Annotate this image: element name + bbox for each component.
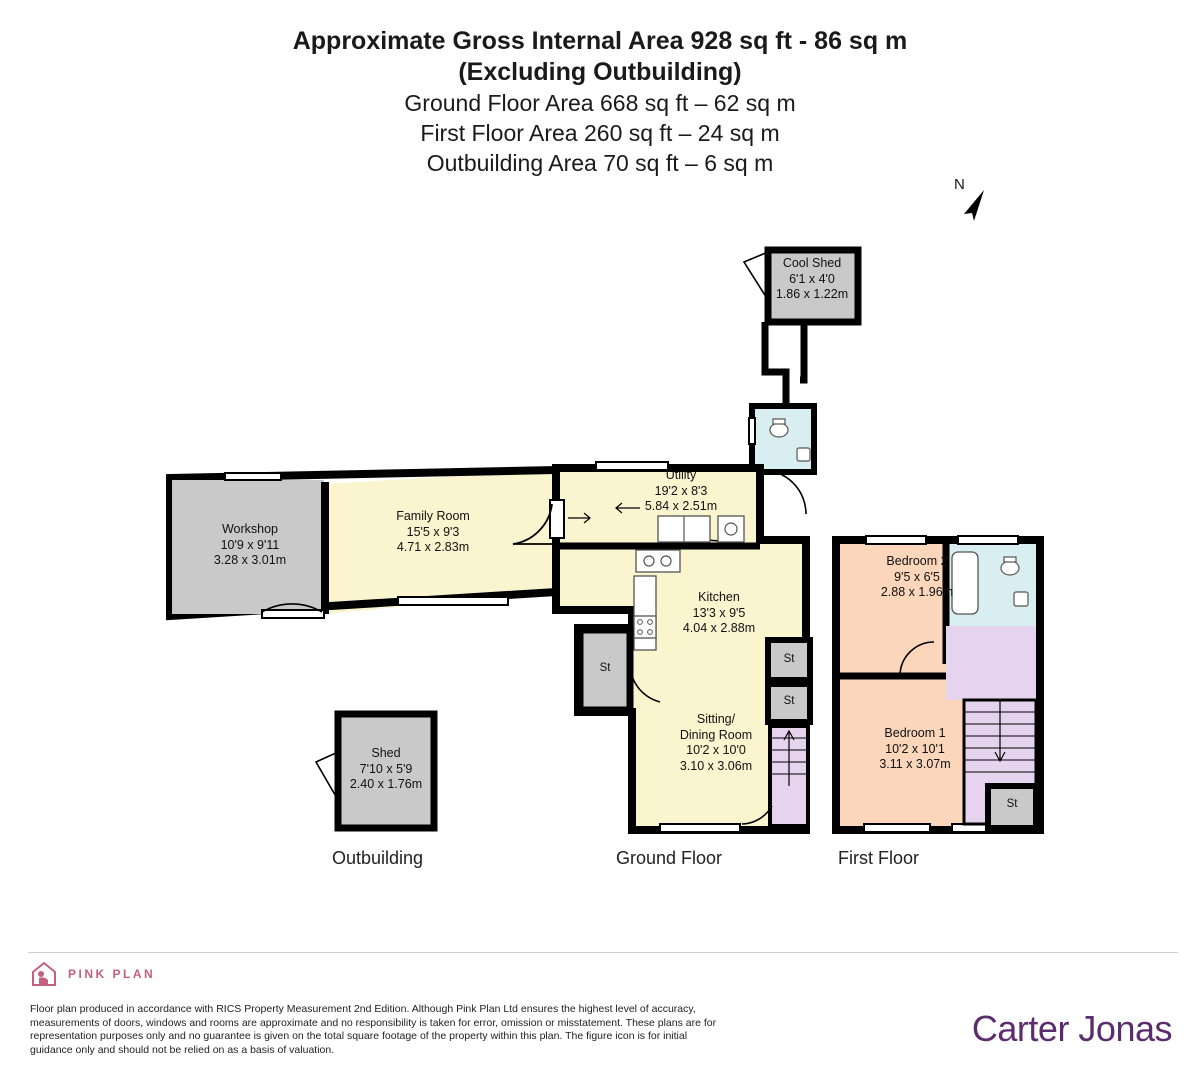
storage-label-3: St: [783, 695, 795, 707]
title-first-area: First Floor Area 260 sq ft – 24 sq m: [420, 120, 780, 146]
compass: [950, 176, 1010, 230]
agent-logo: Carter Jonas: [971, 1008, 1172, 1049]
storage-label-4: St: [1006, 798, 1018, 810]
family-room-openings: [398, 597, 508, 605]
room-label-kitchen: Kitchen 13'3 x 9'5 4.04 x 2.88m: [682, 590, 756, 635]
compass-north-label: N: [954, 176, 965, 193]
storage-label-1: St: [599, 662, 611, 674]
room-label-family-room: Family Room 15'5 x 9'3 4.71 x 2.83m: [396, 509, 470, 554]
pink-plan-logo-text: PINK PLAN: [68, 967, 156, 981]
room-label-sitting-dining: Sitting/ Dining Room 10'2 x 10'0 3.10 x 3.06m: [679, 712, 753, 773]
utility-fittings: [658, 516, 744, 542]
room-label-utility: Utility 19'2 x 8'3 5.84 x 2.51m: [644, 468, 718, 513]
room-label-cool-shed: Cool Shed 6'1 x 4'0 1.86 x 1.22m: [775, 256, 849, 301]
room-wc: [749, 406, 814, 472]
room-label-shed: Shed 7'10 x 5'9 2.40 x 1.76m: [349, 746, 423, 791]
title-gross-area: Approximate Gross Internal Area 928 sq ft - 86 sq m: [292, 27, 908, 55]
room-label-workshop: Workshop 10'9 x 9'11 3.28 x 3.01m: [213, 522, 287, 567]
floor-label-first: First Floor: [838, 848, 919, 868]
title-ground-area: Ground Floor Area 668 sq ft – 62 sq m: [404, 90, 796, 116]
floor-label-ground: Ground Floor: [616, 848, 723, 868]
room-label-bedroom-2: Bedroom 2 9'5 x 6'5 2.88 x 1.96m: [880, 554, 954, 599]
corridor-cool-shed: [765, 322, 804, 412]
room-label-bedroom-1: Bedroom 1 10'2 x 10'1 3.11 x 3.07m: [879, 726, 951, 771]
footer-divider: [28, 952, 1178, 953]
title-outbuilding-area: Outbuilding Area 70 sq ft – 6 sq m: [426, 150, 774, 176]
floor-label-outbuilding: Outbuilding: [332, 848, 424, 868]
pink-plan-branding: [30, 960, 155, 988]
title-excluding: (Excluding Outbuilding): [458, 58, 742, 86]
pink-plan-logo-icon: [30, 960, 58, 988]
disclaimer-text: Floor plan produced in accordance with RICS Property Measurement 2nd Edition. Although Pink Plan Ltd ensures the highest level of accuracy, measurements of doors, windows and rooms are approximate and no responsibility is taken for error, omission or misstatement. These plans are for representation purposes only and no guarantee is given on the total square footage of the property within this plan. The figure icon is for initial guidance only and should not be relied on as a basis of valuation.: [30, 1003, 717, 1056]
storage-label-2: St: [783, 653, 795, 665]
